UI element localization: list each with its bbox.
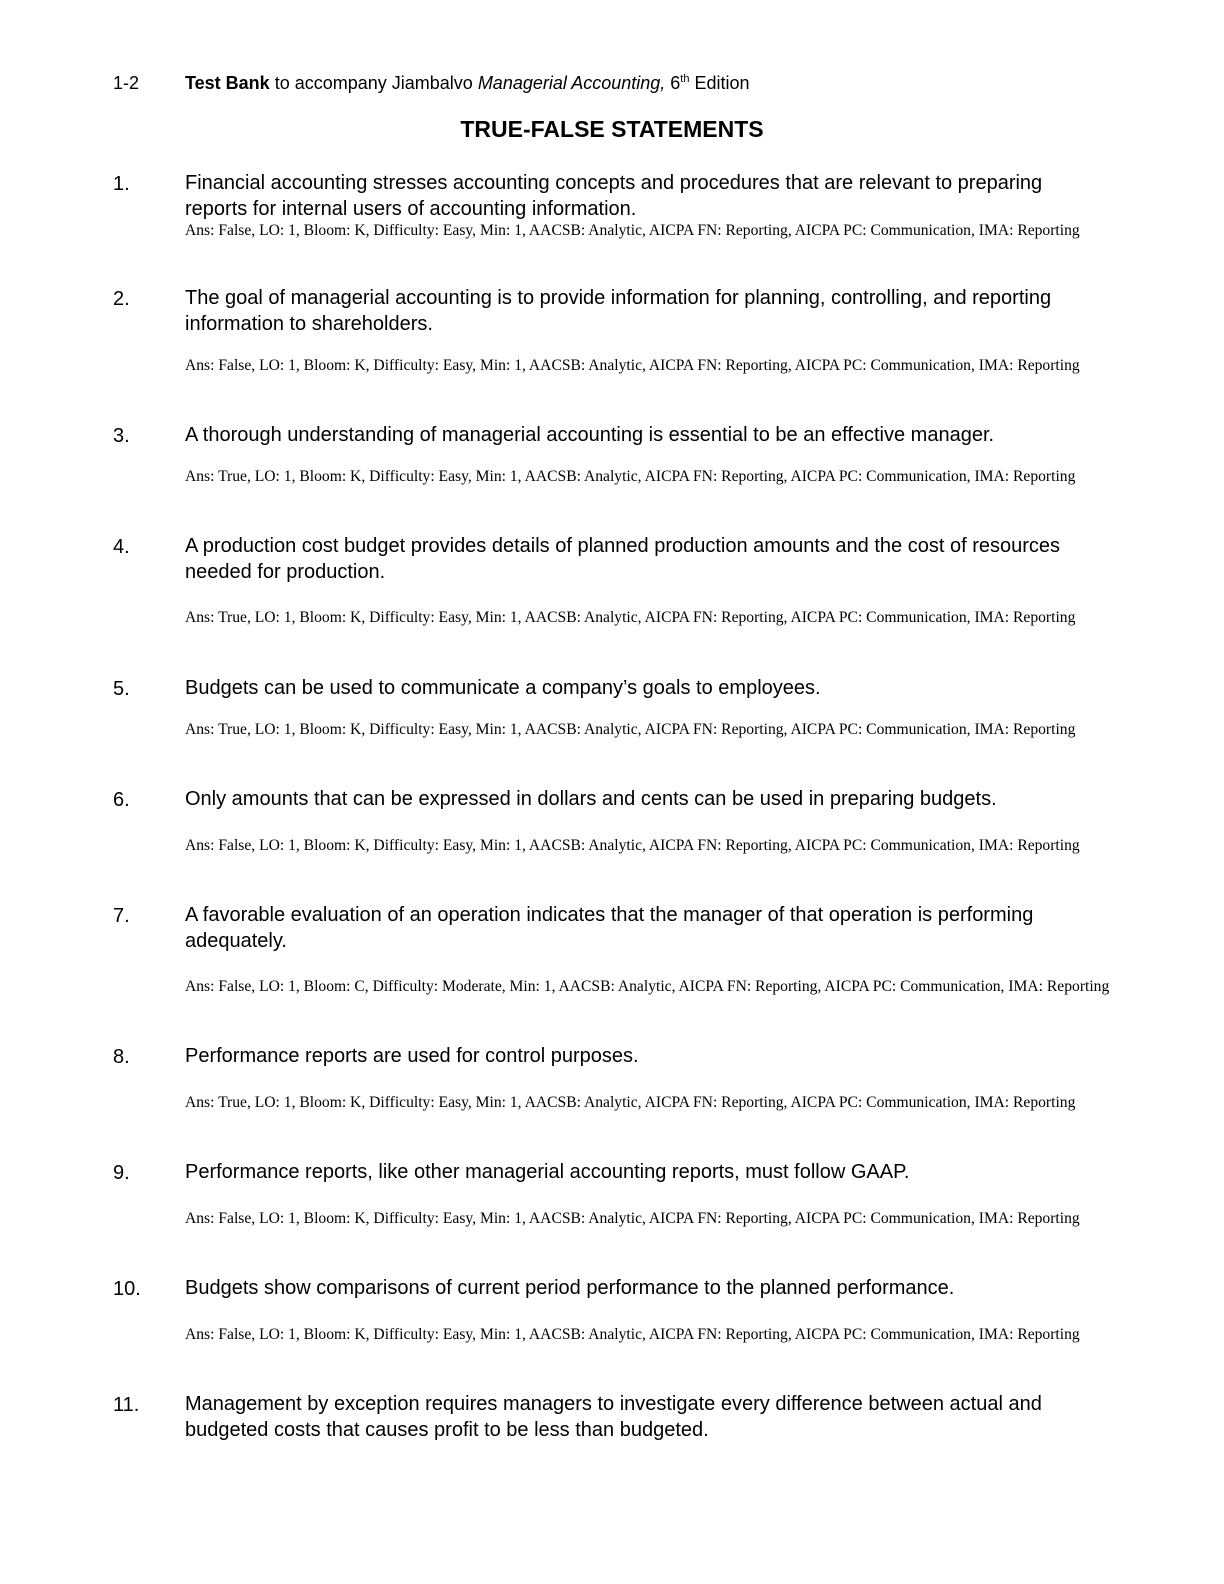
header-edition-number: 6 xyxy=(665,73,681,93)
question-statement: A thorough understanding of managerial accounting is essential to be an effective manager. xyxy=(185,424,995,446)
answer-metadata: Ans: False, LO: 1, Bloom: K, Difficulty: Easy, Min: 1, AACSB: Analytic, AICPA FN: Reporting, AICPA PC: Communication, IMA: Reporting xyxy=(185,1210,1080,1227)
answer-metadata: Ans: False, LO: 1, Bloom: K, Difficulty: Easy, Min: 1, AACSB: Analytic, AICPA FN: Reporting, AICPA PC: Communication, IMA: Reporting xyxy=(185,1326,1080,1343)
header-edition-suffix: th xyxy=(680,73,690,85)
page-number: 1-2 xyxy=(113,73,140,93)
question-number: 5. xyxy=(113,678,130,700)
question-number: 11. xyxy=(113,1394,140,1416)
question-statement: Only amounts that can be expressed in dollars and cents can be used in preparing budgets. xyxy=(185,788,997,810)
question-number: 7. xyxy=(113,905,130,927)
question-number: 9. xyxy=(113,1162,130,1184)
question-statement: Performance reports, like other managerial accounting reports, must follow GAAP. xyxy=(185,1161,910,1183)
header-edition-word: Edition xyxy=(689,73,750,93)
question-statement: Budgets can be used to communicate a company’s goals to employees. xyxy=(185,677,821,699)
question-number: 6. xyxy=(113,789,130,811)
answer-metadata: Ans: False, LO: 1, Bloom: C, Difficulty: Moderate, Min: 1, AACSB: Analytic, AICPA FN: Reporting, AICPA PC: Communication, IMA: Reporting xyxy=(185,978,1110,995)
answer-metadata: Ans: False, LO: 1, Bloom: K, Difficulty: Easy, Min: 1, AACSB: Analytic, AICPA FN: Reporting, AICPA PC: Communication, IMA: Reporting xyxy=(185,837,1080,854)
answer-metadata: Ans: True, LO: 1, Bloom: K, Difficulty: Easy, Min: 1, AACSB: Analytic, AICPA FN: Reporting, AICPA PC: Communication, IMA: Reporting xyxy=(185,721,1076,738)
question-number: 4. xyxy=(113,536,130,558)
answer-metadata: Ans: False, LO: 1, Bloom: K, Difficulty: Easy, Min: 1, AACSB: Analytic, AICPA FN: Reporting, AICPA PC: Communication, IMA: Reporting xyxy=(185,222,1080,239)
question-statement: The goal of managerial accounting is to provide information for planning, controlling, and reporting information to shareholders. xyxy=(185,287,1052,335)
section-title: TRUE-FALSE STATEMENTS xyxy=(460,116,764,142)
answer-metadata: Ans: True, LO: 1, Bloom: K, Difficulty: Easy, Min: 1, AACSB: Analytic, AICPA FN: Reporting, AICPA PC: Communication, IMA: Reporting xyxy=(185,468,1076,485)
question-number: 10. xyxy=(113,1278,141,1300)
question-statement: Management by exception requires managers to investigate every difference between actual and budgeted costs that causes profit to be less than budgeted. xyxy=(185,1393,1042,1441)
question-number: 8. xyxy=(113,1046,130,1068)
running-header xyxy=(113,71,750,95)
question-statement: Performance reports are used for control purposes. xyxy=(185,1045,639,1067)
header-middle-text: to accompany Jiambalvo xyxy=(269,73,478,93)
answer-metadata: Ans: True, LO: 1, Bloom: K, Difficulty: Easy, Min: 1, AACSB: Analytic, AICPA FN: Reporting, AICPA PC: Communication, IMA: Reporting xyxy=(185,1094,1076,1111)
question-statement: A production cost budget provides details of planned production amounts and the cost of resources needed for production. xyxy=(185,535,1060,583)
header-test-bank: Test Bank xyxy=(185,73,270,93)
question-statement: Budgets show comparisons of current period performance to the planned performance. xyxy=(185,1277,955,1299)
header-book-title: Managerial Accounting, xyxy=(477,73,666,93)
question-statement: A favorable evaluation of an operation indicates that the manager of that operation is performing adequately. xyxy=(185,904,1034,952)
answer-metadata: Ans: False, LO: 1, Bloom: K, Difficulty: Easy, Min: 1, AACSB: Analytic, AICPA FN: Reporting, AICPA PC: Communication, IMA: Reporting xyxy=(185,357,1080,374)
question-number: 1. xyxy=(113,173,130,195)
question-statement: Financial accounting stresses accounting concepts and procedures that are relevant to preparing reports for internal users of accounting information. xyxy=(185,172,1043,220)
answer-metadata: Ans: True, LO: 1, Bloom: K, Difficulty: Easy, Min: 1, AACSB: Analytic, AICPA FN: Reporting, AICPA PC: Communication, IMA: Reporting xyxy=(185,609,1076,626)
question-number: 3. xyxy=(113,425,130,447)
question-number: 2. xyxy=(113,288,130,310)
